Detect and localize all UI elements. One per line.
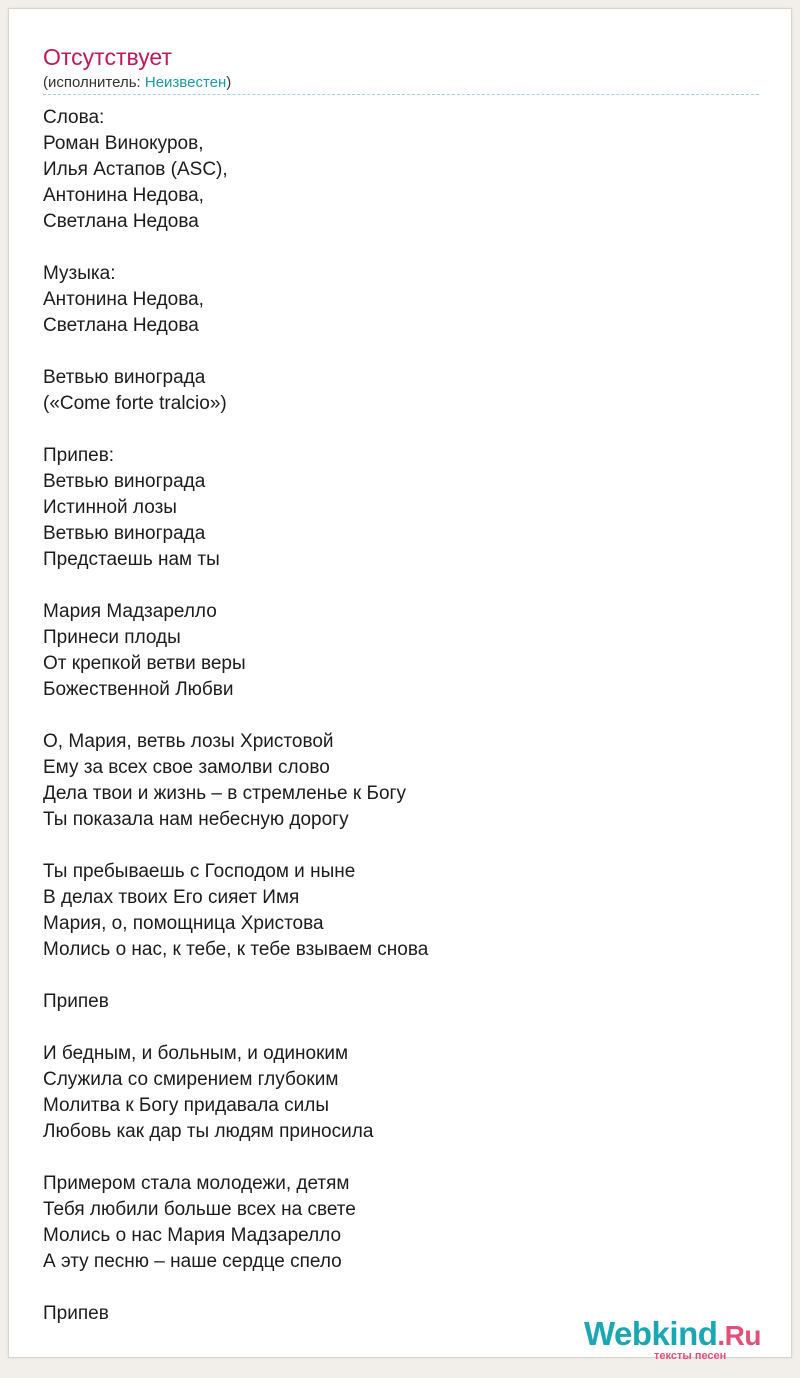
lyrics-line: Любовь как дар ты людям приносила [43,1121,374,1142]
logo-tagline: тексты песен [654,1350,727,1362]
lyrics-line: Припев [43,991,109,1012]
lyrics-line: Примером стала молодежи, детям [43,1173,350,1194]
lyrics-line [43,1015,759,1041]
header-divider [43,94,759,95]
lyrics-line: Припев: [43,445,115,466]
lyrics-line: Истинной лозы [43,497,177,518]
artist-line [43,73,231,93]
lyrics-line: О, Мария, ветвь лозы Христовой [43,731,334,752]
lyrics-line: Илья Астапов (ASC), [43,159,228,180]
lyrics-line: Тебя любили больше всех на свете [43,1199,356,1220]
lyrics-line: В делах твоих Его сияет Имя [43,887,300,908]
lyrics-line [43,235,759,261]
lyrics-line [43,573,759,599]
lyrics-line: Музыка: [43,263,116,284]
lyrics-line [43,1275,759,1301]
lyrics-line: Ветвью винограда [43,471,206,492]
lyrics-card [8,8,792,1362]
lyrics-line: Предстаешь нам ты [43,549,220,570]
lyrics-line [43,417,759,443]
lyrics-line: Ему за всех свое замолви слово [43,757,330,778]
lyrics-line: Светлана Недова [43,211,199,232]
lyrics-line: Мария Мадзарелло [43,601,217,622]
lyrics-line: Молитва к Богу придавала силы [43,1095,330,1116]
artist-suffix: ) [226,74,232,91]
lyrics-line [43,963,759,989]
lyrics-line: А эту песню – наше сердце спело [43,1251,342,1272]
artist-prefix: (исполнитель: [43,74,145,91]
lyrics-line: Антонина Недова, [43,289,204,310]
lyrics-line [43,703,759,729]
lyrics-line: Антонина Недова, [43,185,204,206]
lyrics-line: Ветвью винограда [43,523,206,544]
lyrics-line: Божественной Любви [43,679,234,700]
lyrics-line: Принеси плоды [43,627,181,648]
lyrics-line: Роман Винокуров, [43,133,204,154]
lyrics-line [43,1145,759,1171]
lyrics-line: Молись о нас Мария Мадзарелло [43,1225,342,1246]
lyrics-line: От крепкой ветви веры [43,653,246,674]
lyrics-line: Слова: [43,107,105,128]
lyrics-line [43,833,759,859]
lyrics-line [43,339,759,365]
logo-wordmark [584,1315,761,1355]
lyrics-line: Ты пребываешь с Господом и ныне [43,861,356,882]
lyrics-line: Служила со смирением глубоким [43,1069,339,1090]
lyrics-line: Мария, о, помощница Христова [43,913,324,934]
lyrics-line: И бедным, и больным, и одиноким [43,1043,349,1064]
lyrics-line: Ты показала нам небесную дорогу [43,809,349,830]
song-title: Отсутствует [43,44,172,70]
lyrics-line: Ветвью винограда [43,367,206,388]
webkind-logo-link[interactable] [584,1315,784,1363]
artist-link[interactable]: Неизвестен [144,74,227,91]
lyrics-text [43,105,759,1327]
lyrics-line: Светлана Недова [43,315,199,336]
logo-tld: .Ru [717,1320,762,1351]
lyrics-line: Дела твои и жизнь – в стремленье к Богу [43,783,406,804]
logo-main-text: Webkind [584,1315,718,1352]
lyrics-line: («Come forte tralcio») [43,393,227,414]
lyrics-line: Молись о нас, к тебе, к тебе взываем снова [43,939,429,960]
lyrics-line: Припев [43,1303,109,1324]
